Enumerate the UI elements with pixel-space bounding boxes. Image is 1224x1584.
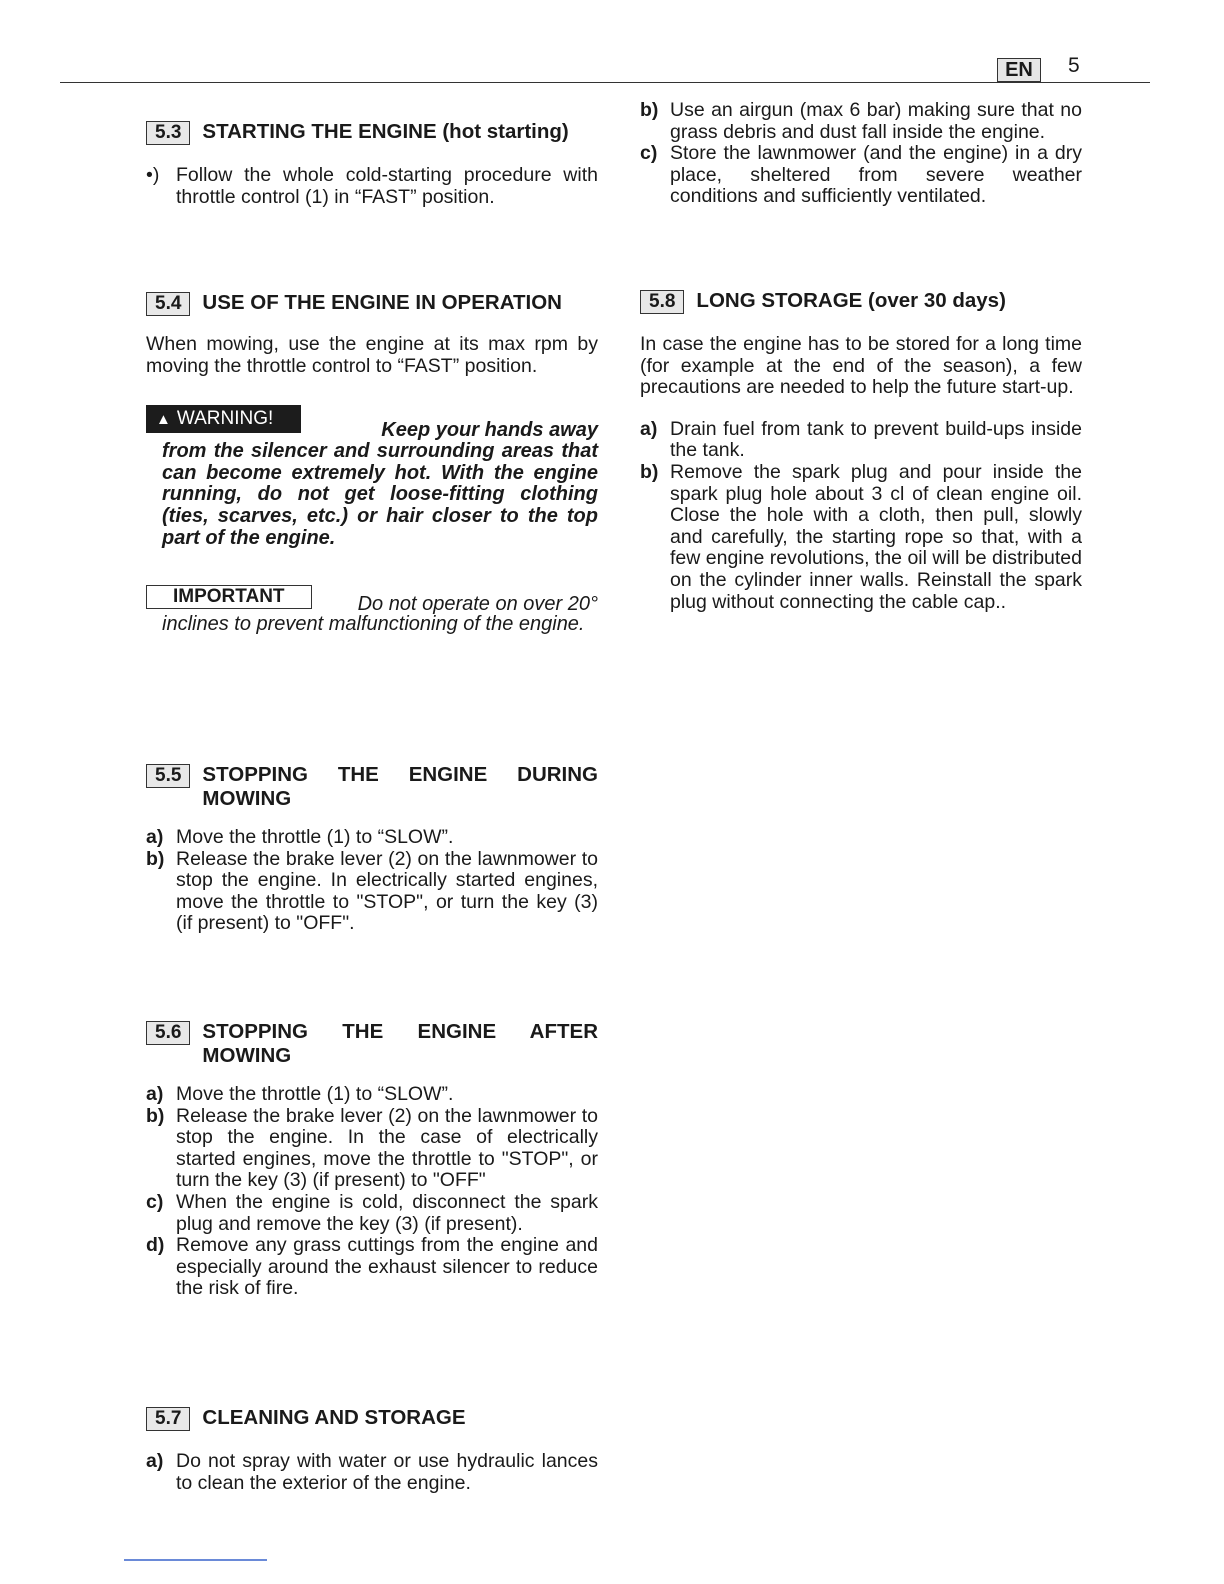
- body-paragraph: In case the engine has to be stored for a long time (for example at the end of the season), a few precautions are needed to help the future start-up.: [640, 333, 1082, 399]
- list-marker: c): [146, 1190, 164, 1213]
- language-badge: EN: [997, 58, 1041, 82]
- list-text: Follow the whole cold-starting procedure with throttle control (1) in “FAST” position.: [176, 164, 598, 208]
- list-text: Remove any grass cuttings from the engine and especially around the exhaust silencer to reduce the risk of fire.: [176, 1234, 598, 1300]
- list-marker: •): [146, 164, 160, 186]
- warning-text-first: Keep your hands away: [381, 418, 598, 441]
- list-text: Release the brake lever (2) on the lawnmower to stop the engine. In electrically started engines, move the throttle to "STOP", or turn the key (3) (if present) to "OFF".: [176, 847, 598, 935]
- list-text: Do not spray with water or use hydraulic lances to clean the exterior of the engine.: [176, 1450, 598, 1494]
- list-text: Remove the spark plug and pour inside the spark plug hole about 3 cl of clean engine oil. Close the hole with a cloth, then pull, slowly and carefully, the starting rope so that, with a few engine revolutions, the oil will be distributed on the cylinder inner walls. Reinstall the spark plug without connecting the cable cap..: [670, 460, 1082, 613]
- section-5-7: [146, 1406, 598, 1494]
- page-number: 5: [1068, 54, 1080, 77]
- warning-label: [146, 405, 301, 433]
- warning-note: [146, 405, 598, 549]
- section-title: STOPPING THE ENGINE AFTER MOWING: [202, 1020, 598, 1067]
- list-item: [146, 1451, 598, 1494]
- item-list: [146, 1084, 598, 1300]
- section-heading: [146, 291, 598, 316]
- body-paragraph: When mowing, use the engine at its max rpm by moving the throttle control to “FAST” position.: [146, 333, 598, 377]
- section-heading: [146, 120, 598, 145]
- item-list: [640, 100, 1082, 208]
- important-text-first: Do not operate on over 20°: [357, 593, 598, 616]
- section-number: 5.3: [146, 121, 190, 145]
- section-heading: [640, 289, 1082, 314]
- list-item: [640, 462, 1082, 613]
- important-text: inclines to prevent malfunctioning of the engine.: [162, 613, 585, 636]
- section-5-6: [146, 1020, 598, 1300]
- section-heading: [146, 1406, 598, 1431]
- item-list: [640, 419, 1082, 613]
- section-number: 5.4: [146, 292, 190, 316]
- section-5-7-continued: [640, 100, 1082, 208]
- list-text: When the engine is cold, disconnect the spark plug and remove the key (3) (if present).: [176, 1190, 598, 1235]
- section-5-3: [146, 120, 598, 208]
- list-marker: a): [146, 1083, 164, 1105]
- section-number: 5.8: [640, 290, 684, 314]
- list-marker: c): [640, 142, 658, 165]
- list-item: [146, 827, 598, 849]
- list-text: Release the brake lever (2) on the lawnmower to stop the engine. In the case of electrically started engines, move the throttle to "STOP", or turn the key (3) (if present) to "OFF": [176, 1104, 598, 1192]
- list-marker: a): [146, 1450, 164, 1472]
- list-marker: a): [146, 826, 164, 848]
- list-marker: d): [146, 1234, 165, 1257]
- section-5-5: [146, 763, 598, 935]
- list-item: [146, 1192, 598, 1235]
- list-marker: b): [640, 460, 659, 483]
- section-title: USE OF THE ENGINE IN OPERATION: [202, 291, 562, 314]
- section-title: STOPPING THE ENGINE DURING MOWING: [202, 763, 598, 810]
- important-note: [146, 585, 598, 635]
- list-text: Drain fuel from tank to prevent build-ups inside the tank.: [670, 417, 1082, 462]
- footer-link-underline: [124, 1559, 267, 1561]
- section-5-8: [640, 289, 1082, 613]
- warning-label-text: WARNING!: [176, 408, 274, 430]
- list-item: [640, 100, 1082, 143]
- item-list: [146, 1451, 598, 1494]
- list-text: Use an airgun (max 6 bar) making sure that no grass debris and dust fall inside the engine.: [670, 99, 1082, 143]
- list-text: Move the throttle (1) to “SLOW”.: [176, 1083, 454, 1105]
- section-5-4: [146, 291, 598, 635]
- list-text: Store the lawnmower (and the engine) in a dry place, sheltered from severe weather conditions and sufficiently ventilated.: [670, 142, 1082, 208]
- item-list: [146, 827, 598, 935]
- list-text: Move the throttle (1) to “SLOW”.: [176, 826, 454, 848]
- section-number: 5.7: [146, 1407, 190, 1431]
- section-number: 5.5: [146, 764, 190, 788]
- list-item: [146, 1235, 598, 1300]
- list-item: [146, 849, 598, 935]
- list-item: [146, 165, 598, 208]
- important-label: IMPORTANT: [146, 585, 312, 609]
- section-title: CLEANING AND STORAGE: [202, 1406, 466, 1429]
- section-title: STARTING THE ENGINE (hot starting): [202, 120, 569, 143]
- section-title: LONG STORAGE (over 30 days): [696, 289, 1006, 312]
- warning-text: from the silencer and surrounding areas that can become extremely hot. With the engine running, do not get loose-fitting clothing (ties, scarves, etc.) or hair closer to the top part of the engine.: [162, 440, 598, 549]
- section-heading: [146, 1020, 598, 1068]
- list-marker: a): [640, 417, 658, 440]
- list-item: [640, 419, 1082, 462]
- list-item: [146, 1106, 598, 1192]
- list-marker: b): [146, 847, 165, 870]
- list-item: [146, 1084, 598, 1106]
- warning-triangle-icon: ▲: [156, 411, 171, 429]
- item-list: [146, 165, 598, 208]
- list-item: [640, 143, 1082, 208]
- list-marker: b): [640, 99, 659, 121]
- section-heading: [146, 763, 598, 811]
- header-divider: [60, 82, 1150, 83]
- section-number: 5.6: [146, 1021, 190, 1045]
- list-marker: b): [146, 1104, 165, 1127]
